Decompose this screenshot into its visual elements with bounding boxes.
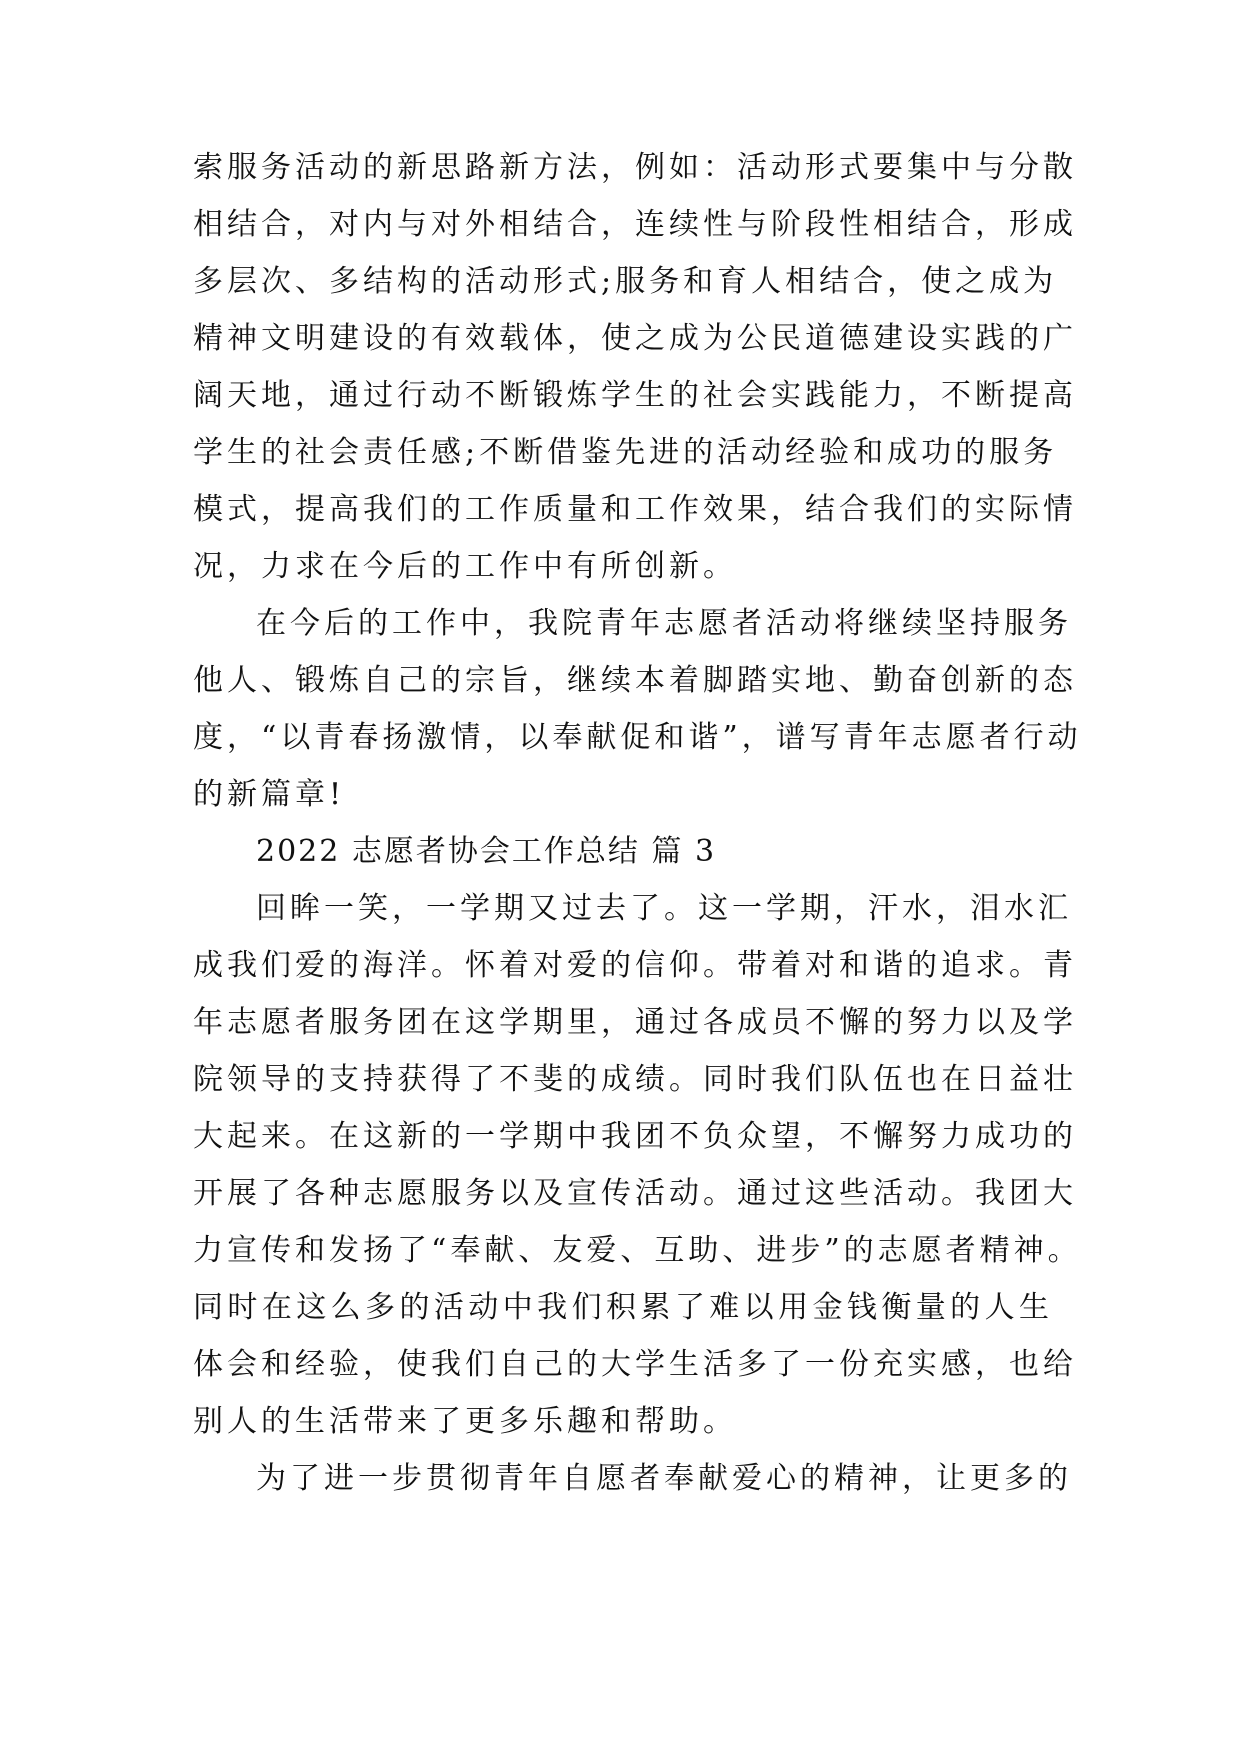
paragraph-line: 为了进一步贯彻青年自愿者奉献爱心的精神，让更多的 xyxy=(256,1461,1072,1496)
paragraph-line: 度，“以青春扬激情，以奉献促和谐”，谱写青年志愿者行动 xyxy=(193,720,1082,755)
paragraph-line: 院领导的支持获得了不斐的成绩。同时我们队伍也在日益壮 xyxy=(193,1062,1077,1097)
paragraph-line: 精神文明建设的有效载体，使之成为公民道德建设实践的广 xyxy=(193,321,1077,356)
paragraph-line: 大起来。在这新的一学期中我团不负众望，不懈努力成功的 xyxy=(193,1119,1077,1154)
paragraph-line: 体会和经验，使我们自己的大学生活多了一份充实感，也给 xyxy=(193,1347,1077,1382)
paragraph-line: 相结合，对内与对外相结合，连续性与阶段性相结合，形成 xyxy=(193,207,1077,242)
paragraph-line: 他人、锻炼自己的宗旨，继续本着脚踏实地、勤奋创新的态 xyxy=(193,663,1077,698)
section-heading: 2022 志愿者协会工作总结 篇 3 xyxy=(256,834,717,869)
paragraph-line: 索服务活动的新思路新方法，例如：活动形式要集中与分散 xyxy=(193,150,1077,185)
paragraph-line: 回眸一笑，一学期又过去了。这一学期，汗水，泪水汇 xyxy=(256,891,1072,926)
paragraph-line: 别人的生活带来了更多乐趣和帮助。 xyxy=(193,1404,737,1439)
paragraph-line: 同时在这么多的活动中我们积累了难以用金钱衡量的人生 xyxy=(193,1290,1053,1325)
paragraph-line: 模式，提高我们的工作质量和工作效果，结合我们的实际情 xyxy=(193,492,1077,527)
paragraph-line: 力宣传和发扬了“奉献、友爱、互助、进步”的志愿者精神。 xyxy=(193,1233,1082,1268)
paragraph-line: 况，力求在今后的工作中有所创新。 xyxy=(193,549,737,584)
paragraph-line: 开展了各种志愿服务以及宣传活动。通过这些活动。我团大 xyxy=(193,1176,1077,1211)
paragraph-line: 阔天地，通过行动不断锻炼学生的社会实践能力，不断提高 xyxy=(193,378,1077,413)
paragraph-line: 年志愿者服务团在这学期里，通过各成员不懈的努力以及学 xyxy=(193,1005,1077,1040)
paragraph-line: 成我们爱的海洋。怀着对爱的信仰。带着对和谐的追求。青 xyxy=(193,948,1077,983)
paragraph-line: 多层次、多结构的活动形式;服务和育人相结合，使之成为 xyxy=(193,264,1058,299)
paragraph-line: 的新篇章! xyxy=(193,777,346,812)
paragraph-line: 在今后的工作中，我院青年志愿者活动将继续坚持服务 xyxy=(256,606,1072,641)
paragraph-line: 学生的社会责任感;不断借鉴先进的活动经验和成功的服务 xyxy=(193,435,1058,470)
